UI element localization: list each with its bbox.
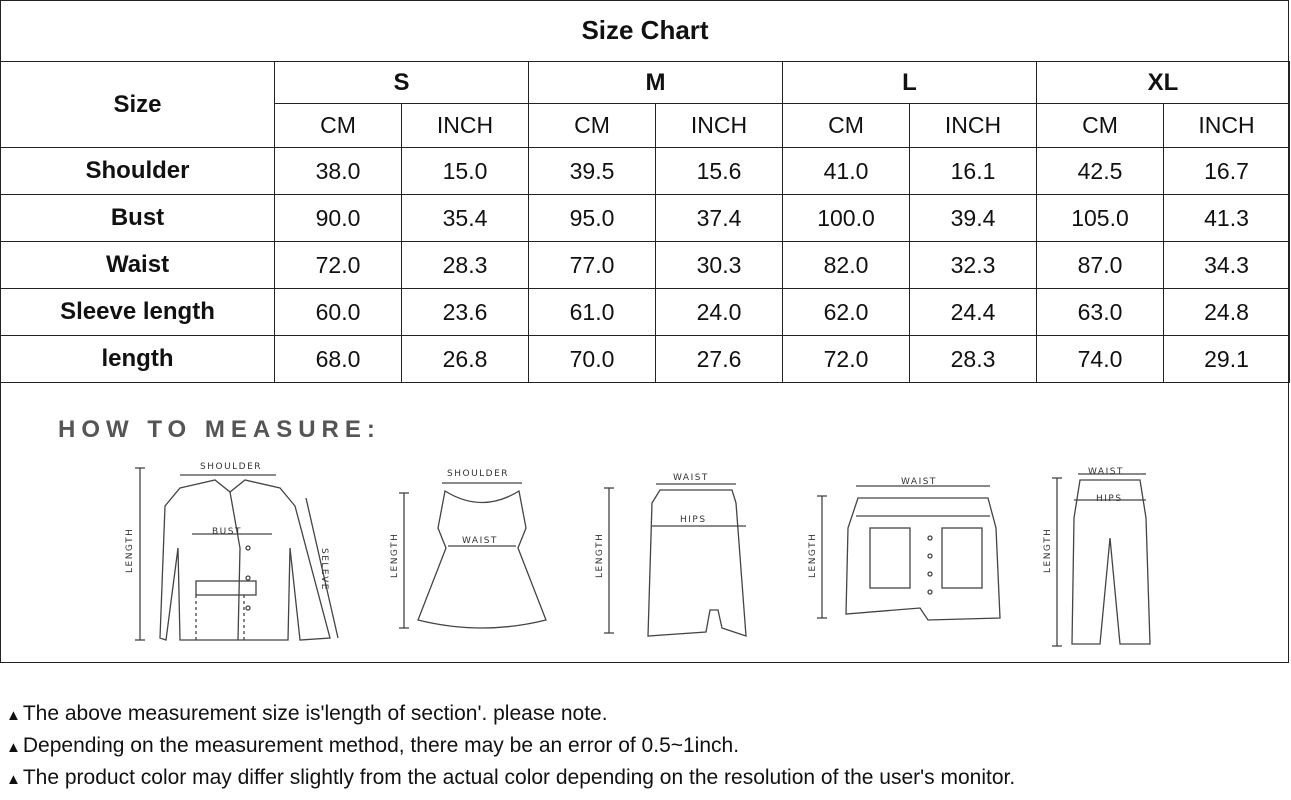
table-cell: 70.0: [529, 336, 656, 383]
table-cell: 62.0: [783, 289, 910, 336]
table-cell: 39.5: [529, 148, 656, 195]
table-cell: 42.5: [1037, 148, 1164, 195]
unit-header: CM: [275, 104, 402, 148]
length-label: LENGTH: [390, 532, 400, 578]
table-cell: 74.0: [1037, 336, 1164, 383]
table-cell: 100.0: [783, 195, 910, 242]
table-cell: 95.0: [529, 195, 656, 242]
table-cell: 16.7: [1164, 148, 1290, 195]
note-text: The product color may differ slightly from the actual color depending on the resolution of the user's monitor.: [22, 766, 1016, 789]
table-cell: 29.1: [1164, 336, 1290, 383]
unit-header: INCH: [1164, 104, 1290, 148]
table-cell: 24.4: [910, 289, 1037, 336]
waist-label: WAIST: [1088, 467, 1124, 477]
size-chart-table: [0, 0, 1290, 383]
triangle-icon: ▲: [6, 707, 21, 724]
table-row: [1, 195, 1290, 242]
length-label: LENGTH: [808, 532, 818, 578]
unit-header: CM: [783, 104, 910, 148]
length-label: LENGTH: [1043, 527, 1053, 573]
waist-label: WAIST: [901, 477, 937, 487]
table-cell: 23.6: [402, 289, 529, 336]
row-label: Sleeve length: [1, 289, 275, 336]
size-xl-header: XL: [1037, 62, 1290, 104]
row-label: Waist: [1, 242, 275, 289]
chart-title: Size Chart: [1, 0, 1290, 62]
table-cell: 105.0: [1037, 195, 1164, 242]
size-m-header: M: [529, 62, 783, 104]
how-to-measure-section: [0, 388, 1289, 663]
triangle-icon: ▲: [6, 739, 21, 756]
hips-label: HIPS: [680, 515, 707, 525]
note-text: Depending on the measurement method, there may be an error of 0.5~1inch.: [22, 734, 740, 757]
notes-list: [6, 700, 1015, 796]
table-cell: 68.0: [275, 336, 402, 383]
row-label: Shoulder: [1, 148, 275, 195]
table-row: [1, 289, 1290, 336]
table-cell: 35.4: [402, 195, 529, 242]
length-label: LENGTH: [125, 527, 135, 573]
table-cell: 15.0: [402, 148, 529, 195]
table-cell: 60.0: [275, 289, 402, 336]
table-cell: 27.6: [656, 336, 783, 383]
unit-header: CM: [1037, 104, 1164, 148]
table-cell: 28.3: [402, 242, 529, 289]
triangle-icon: ▲: [6, 771, 21, 788]
waist-label: WAIST: [673, 473, 709, 483]
unit-header: CM: [529, 104, 656, 148]
length-label: LENGTH: [595, 532, 605, 578]
shorts-diagram-icon: [817, 486, 1000, 620]
shoulder-label: SHOULDER: [200, 462, 263, 472]
table-cell: 38.0: [275, 148, 402, 195]
table-row: [1, 242, 1290, 289]
note-item: [6, 764, 1015, 796]
row-label: Bust: [1, 195, 275, 242]
table-cell: 28.3: [910, 336, 1037, 383]
waist-label: WAIST: [462, 536, 498, 546]
table-cell: 15.6: [656, 148, 783, 195]
table-cell: 32.3: [910, 242, 1037, 289]
table-cell: 72.0: [783, 336, 910, 383]
sleeve-label: SELEVE: [319, 548, 329, 591]
table-row: [1, 336, 1290, 383]
how-to-measure-heading: HOW TO MEASURE:: [58, 416, 381, 443]
size-l-header: L: [783, 62, 1037, 104]
dress-diagram-icon: [399, 483, 546, 628]
table-cell: 77.0: [529, 242, 656, 289]
table-row: [1, 148, 1290, 195]
table-cell: 24.8: [1164, 289, 1290, 336]
jacket-diagram-icon: [135, 468, 338, 640]
table-cell: 26.8: [402, 336, 529, 383]
table-cell: 61.0: [529, 289, 656, 336]
table-cell: 87.0: [1037, 242, 1164, 289]
table-cell: 41.0: [783, 148, 910, 195]
table-cell: 41.3: [1164, 195, 1290, 242]
table-cell: 72.0: [275, 242, 402, 289]
table-cell: 63.0: [1037, 289, 1164, 336]
table-cell: 30.3: [656, 242, 783, 289]
unit-header: INCH: [656, 104, 783, 148]
table-cell: 37.4: [656, 195, 783, 242]
garment-diagrams: [0, 388, 1289, 663]
table-cell: 24.0: [656, 289, 783, 336]
row-label: length: [1, 336, 275, 383]
skirt-diagram-icon: [604, 484, 746, 636]
table-cell: 82.0: [783, 242, 910, 289]
size-header: Size: [1, 62, 275, 148]
shoulder-label: SHOULDER: [447, 469, 510, 479]
table-cell: 90.0: [275, 195, 402, 242]
bust-label: BUST: [212, 527, 242, 537]
note-item: [6, 732, 1015, 764]
note-text: The above measurement size is'length of section'. please note.: [22, 702, 608, 725]
hips-label: HIPS: [1096, 494, 1123, 504]
size-s-header: S: [275, 62, 529, 104]
measurement-rows: [1, 148, 1290, 383]
unit-header: INCH: [910, 104, 1037, 148]
table-cell: 34.3: [1164, 242, 1290, 289]
note-item: [6, 700, 1015, 732]
table-cell: 16.1: [910, 148, 1037, 195]
unit-header: INCH: [402, 104, 529, 148]
table-cell: 39.4: [910, 195, 1037, 242]
